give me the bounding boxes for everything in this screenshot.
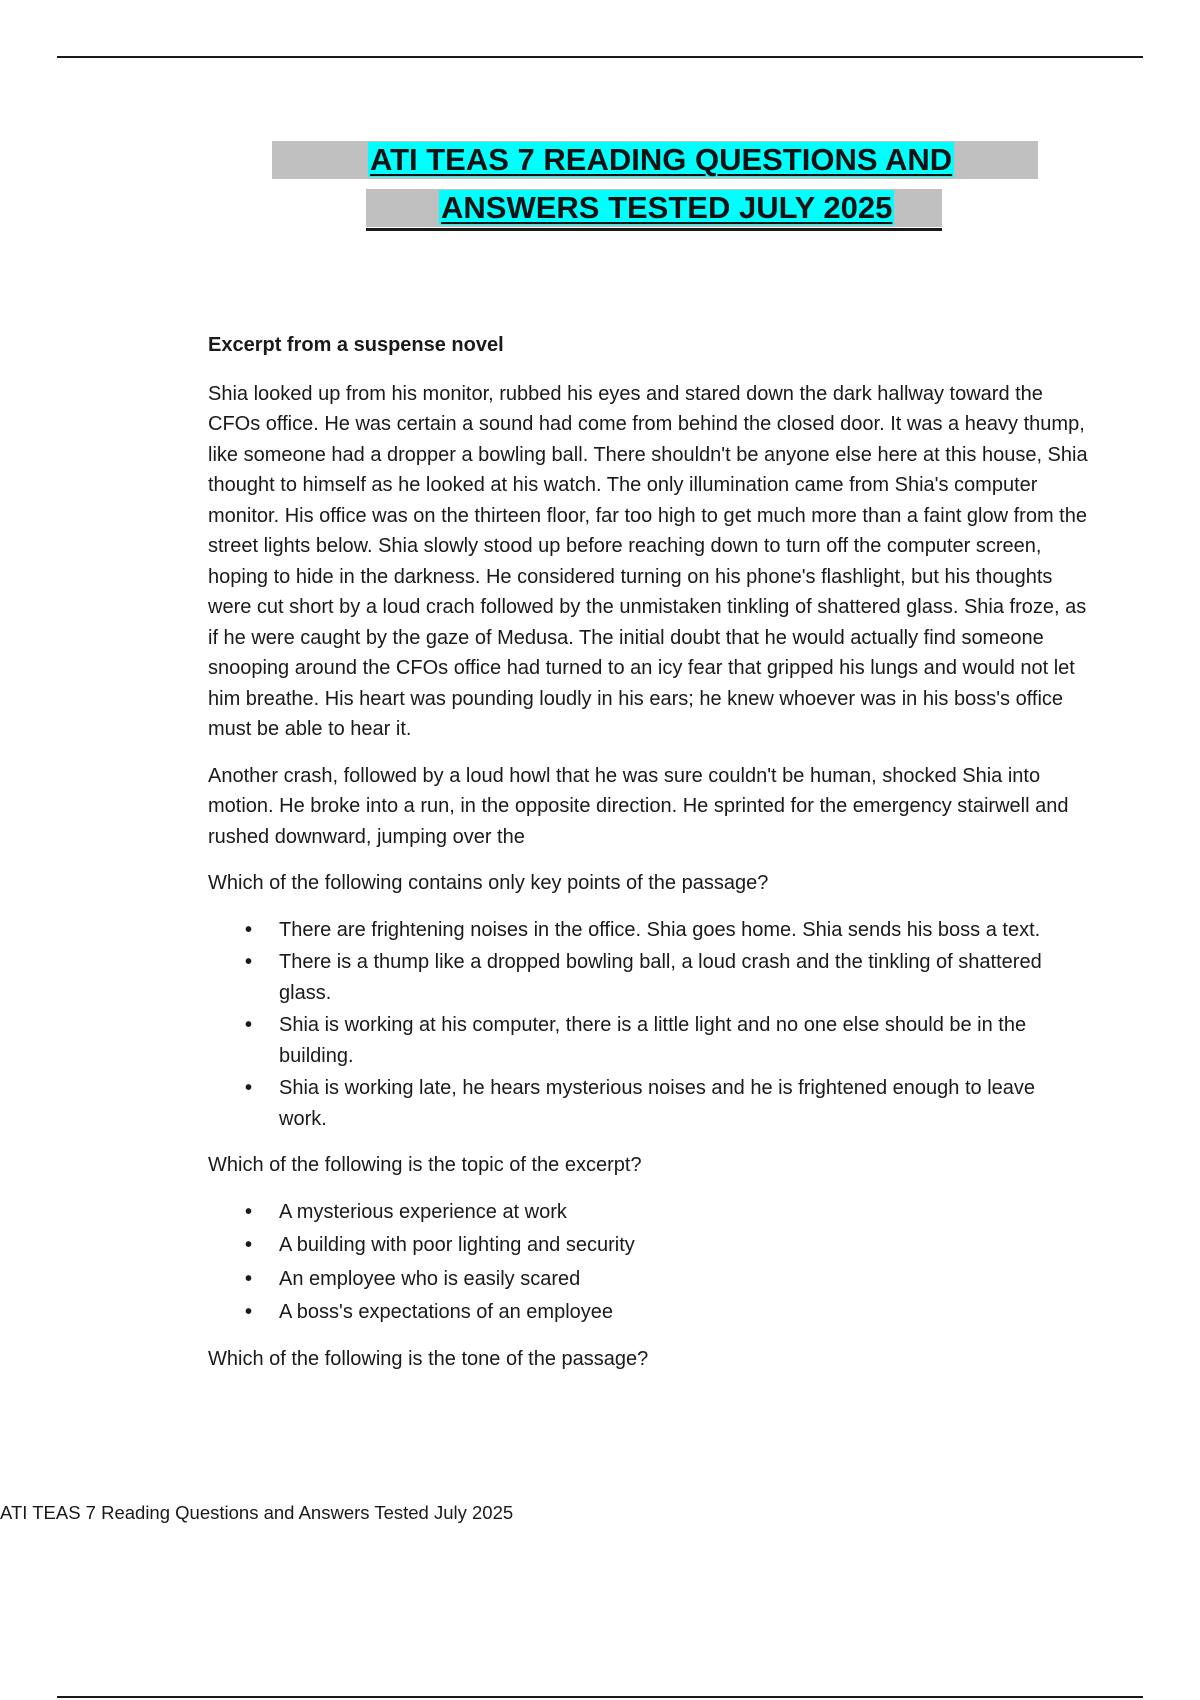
document-title-line-1: ATI TEAS 7 READING QUESTIONS AND <box>370 142 953 177</box>
passage-heading: Excerpt from a suspense novel <box>208 334 504 356</box>
answer-option: • A mysterious experience at work <box>208 1197 1088 1228</box>
bottom-rule <box>57 1696 1143 1698</box>
bullet-icon: • <box>245 1234 253 1256</box>
question-1-prompt: Which of the following contains only key points of the passage? <box>208 872 769 894</box>
answer-option: • An employee who is easily scared <box>208 1264 1088 1295</box>
document-body <box>208 330 1088 1390</box>
question-2-options <box>208 1197 1088 1328</box>
document-title-line-2: ANSWERS TESTED JULY 2025 <box>441 190 893 225</box>
answer-option: • Shia is working late, he hears mysterious noises and he is frightened enough to leave work. <box>208 1073 1088 1134</box>
bullet-icon: • <box>245 951 253 973</box>
bullet-icon: • <box>245 1301 253 1323</box>
bullet-icon: • <box>245 1077 253 1099</box>
bullet-icon: • <box>245 918 253 941</box>
question-1-options <box>208 915 1088 1135</box>
bullet-icon: • <box>245 1014 253 1036</box>
question-3-prompt: Which of the following is the tone of the passage? <box>208 1347 649 1370</box>
answer-option: • A building with poor lighting and security <box>208 1230 1088 1261</box>
answer-option: • Shia is working at his computer, there is a little light and no one else should be in the building. <box>208 1010 1088 1071</box>
bullet-icon: • <box>245 1267 253 1290</box>
question-2-prompt: Which of the following is the topic of the excerpt? <box>208 1154 642 1176</box>
title-underline <box>366 228 942 231</box>
top-rule <box>57 56 1143 58</box>
bullet-icon: • <box>245 1200 253 1223</box>
answer-option: • There is a thump like a dropped bowling ball, a loud crash and the tinkling of shattered glass. <box>208 947 1088 1008</box>
passage-paragraph-2: Another crash, followed by a loud howl that he was sure couldn't be human, shocked Shia into motion. He broke into a run, in the opposite direction. He sprinted for the emergency stairwell and rushed downward, jumping over the <box>208 764 1069 848</box>
answer-option: • A boss's expectations of an employee <box>208 1297 1088 1328</box>
passage-paragraph-1: Shia looked up from his monitor, rubbed his eyes and stared down the dark hallway toward the CFOs office. He was certain a sound had come from behind the closed door. It was a heavy thump, like someone had a dropper a bowling ball. There shouldn't be anyone else here at this house, Shia thought to himself as he looked at his watch. The only illumination came from Shia's computer monitor. His office was on the thirteen floor, far too high to get much more than a faint glow from the street lights below. Shia slowly stood up before reaching down to turn off the computer screen, hoping to hide in the darkness. He considered turning on his phone's flashlight, but his thoughts were cut short by a loud crach followed by the unmistaken tinkling of shattered glass. Shia froze, as if he were caught by the gaze of Medusa. The initial doubt that he would actually find someone snooping around the CFOs office had turned to an icy fear that gripped his lungs and would not let him breathe. His heart was pounding loudly in his ears; he knew whoever was in his boss's office must be able to hear it. <box>208 382 1088 740</box>
answer-option: • There are frightening noises in the office. Shia goes home. Shia sends his boss a text. <box>208 915 1088 946</box>
page-footer: ATI TEAS 7 Reading Questions and Answers Tested July 2025 <box>0 1502 514 1523</box>
